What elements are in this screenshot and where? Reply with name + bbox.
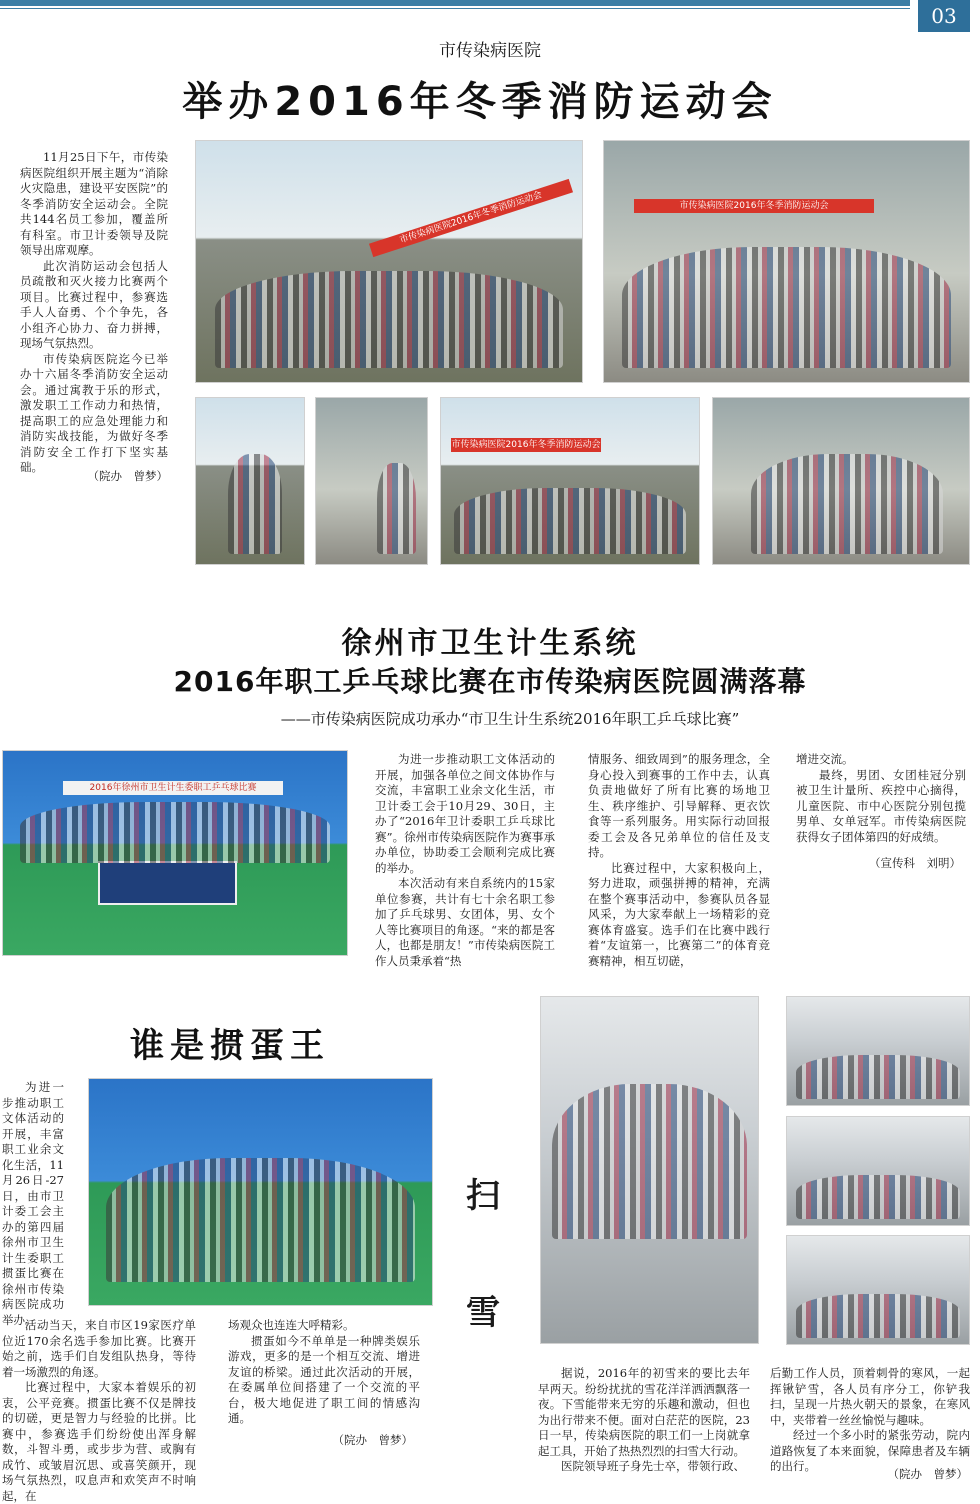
photo-snow-sweep-3 <box>786 1235 970 1345</box>
article1-kicker: 市传染病医院 <box>439 41 541 61</box>
crowd-shape <box>622 247 951 368</box>
article3-paragraph: 比赛过程中，大家本着娱乐的初衷，公平竞赛。掼蛋比赛不仅是牌技的切磋，更是智力与经验的比拼。比赛中，参赛选手们纷纷使出浑身解数，斗智斗勇，或步步为营、或胸有成竹、或皱眉沉思、或喜笑颜开，现场气氛热烈，叹息声和欢笑声不时响起，在 <box>2 1380 196 1503</box>
article2-column3 <box>796 752 966 845</box>
article4-headline-char1: 扫 <box>466 1176 500 1216</box>
photo-extinguisher-runner <box>195 397 305 565</box>
article1-headline: 举办2016年冬季消防运动会 <box>182 79 778 125</box>
article4-byline: （院办 曾梦） <box>887 1467 968 1481</box>
article2-headline-line2: 2016年职工乒乓球比赛在市传染病医院圆满落幕 <box>173 665 807 698</box>
event-banner: 市传染病医院2016年冬季消防运动会 <box>451 440 601 450</box>
article2-byline: （宣传科 刘明） <box>869 856 961 870</box>
photo-snow-shoveling <box>540 996 759 1344</box>
photo-relay-race <box>440 397 700 565</box>
crowd-shape <box>215 271 562 367</box>
photo-evacuation-run <box>603 140 970 383</box>
photo-table-tennis-match <box>2 750 348 956</box>
article3-headline: 谁是掼蛋王 <box>130 1026 330 1066</box>
article4-paragraph: 医院领导班子身先士卒，带领行政、 <box>561 1459 745 1473</box>
ping-pong-table <box>98 861 237 905</box>
event-banner: 市传染病医院2016年冬季消防运动会 <box>634 199 874 213</box>
article3-narrow-column <box>2 1080 64 1328</box>
photo-snow-sweep-2 <box>786 1116 970 1226</box>
article4-column1 <box>538 1366 750 1475</box>
article2-column1 <box>375 752 555 969</box>
photo-fire-extinguish <box>315 397 428 565</box>
article2-headline-line1: 徐州市卫生计生系统 <box>341 626 639 661</box>
article3-column1 <box>2 1318 196 1504</box>
article1-paragraph: 此次消防运动会包括人员疏散和灭火接力比赛两个项目。比赛过程中，参赛选手人人奋勇、个个争先，各小组齐心协力、奋力拼搏，现场气氛热烈。 <box>20 258 168 350</box>
article3-column2 <box>228 1318 420 1427</box>
page-number: 03 <box>918 0 970 32</box>
runner-shape <box>751 454 943 554</box>
article3-paragraph: 掼蛋如今不单单是一种牌类娱乐游戏，更多的是一个相互交流、增进友谊的桥梁。通过此次活动的开展，在委属单位间搭建了一个交流的平台，极大地促进了职工间的情感沟通。 <box>228 1333 420 1425</box>
crowd-shape <box>454 488 686 554</box>
article4-paragraph: 后勤工作人员，顶着刺骨的寒风，一起挥锹铲雪，各人员有序分工，你铲我扫，呈现一片热火朝天的景象，在寒风中，夹带着一丝丝愉悦与趣味。 <box>770 1366 970 1427</box>
nurse-shape <box>377 463 416 554</box>
top-rule <box>0 0 910 6</box>
runner-shape <box>228 454 282 554</box>
article1-paragraph: 市传染病医院迄今已举办十六届冬季消防安全运动会。通过寓教于乐的形式，激发职工工作动力和热情，提高职工的应急处理能力和消防实战技能，为做好冬季消防安全工作打下坚实基础。 <box>20 351 168 474</box>
workers-shape <box>796 1175 960 1218</box>
workers-shape <box>796 1294 960 1337</box>
article2-subtitle: ——市传染病医院成功承办“市卫生计生系统2016年职工乒乓球比赛” <box>280 710 740 728</box>
article2-paragraph: 最终，男团、女团桂冠分别被卫生计量所、疾控中心摘得，儿童医院、市中心医院分别包揽男单、女单冠军。市传染病医院获得女子团体第四的好成绩。 <box>796 767 966 844</box>
photo-snow-sweep-1 <box>786 996 970 1106</box>
article2-paragraph: 增进交流。 <box>796 752 854 766</box>
article3-paragraph: 活动当天，来自市区19家医疗单位近170余名选手参加比赛。比赛开始之前，选手们自发组队热身，等待着一场激烈的角逐。 <box>2 1318 196 1379</box>
article4-headline-char2: 雪 <box>466 1293 500 1333</box>
photo-card-game-hall <box>88 1078 433 1306</box>
photo-nurse-running <box>712 397 970 565</box>
article4-paragraph: 据说，2016年的初雪来的要比去年早两天。纷纷扰扰的雪花洋洋洒洒飘落一夜。下雪能带来无穷的乐趣和激动，但也为出行带来不便。面对白茫茫的医院，23日一早，传染病医院的职工们一上岗就拿起工具，开始了热热烈烈的扫雪大行动。 <box>538 1366 750 1458</box>
article4-paragraph: 经过一个多小时的紧张劳动，院内道路恢复了本来面貌，保障患者及车辆的出行。 <box>770 1428 970 1473</box>
article2-column2 <box>588 752 770 969</box>
article2-paragraph: 本次活动有来自系统内的15家单位参赛，共计有七十余名职工参加了乒乓球男、女团体，男、女个人等比赛项目的角逐。“来的都是客人，也都是朋友！”市传染病医院工作人员秉承着“热 <box>375 876 555 968</box>
article3-byline: （院办 曾梦） <box>332 1433 413 1447</box>
event-banner: 市传染病医院2016年冬季消防运动会 <box>369 179 573 257</box>
article2-paragraph: 情服务、细致周到”的服务理念，全身心投入到赛事的工作中去，认真负责地做好了所有比赛的场地卫生、秩序维护、引导解释、更衣饮食等一系列服务。用实际行动回报委工会及各兄弟单位的信任及支持。 <box>588 752 770 859</box>
article2-paragraph: 比赛过程中，大家积极向上，努力进取，顽强拼搏的精神，充满在整个赛事活动中，参赛队员各显风采，为大家奉献上一场精彩的竞赛体育盛宴。选手们在比赛中践行着“友谊第一，比赛第二”的体育竞赛精神，相互切磋， <box>588 860 770 968</box>
article1-body <box>20 150 168 476</box>
article4-column2 <box>770 1366 970 1475</box>
players-shape <box>106 1158 415 1282</box>
workers-shape <box>796 1055 960 1098</box>
top-rule-thin <box>0 8 910 9</box>
article3-paragraph: 为进一步推动职工文体活动的开展，丰富职工业余文化生活，11月26日-27日，由市卫计委工会主办的第四届徐州市卫生计生委职工掼蛋比赛在徐州市传染病医院成功举办。 <box>2 1080 64 1327</box>
article1-byline: （院办 曾梦） <box>87 469 168 483</box>
article1-paragraph: 11月25日下午，市传染病医院组织开展主题为“消除火灾隐患，建设平安医院”的冬季消防安全运动会。全院共144名员工参加，覆盖所有科室。市卫计委领导及院领导出席观摩。 <box>20 150 168 257</box>
workers-shape <box>552 1084 747 1240</box>
photo-fire-drill-crowd <box>195 140 583 383</box>
article2-paragraph: 为进一步推动职工文体活动的开展，加强各单位之间文体协作与交流，丰富职工业余文化生活，市卫计委工会于10月29、30日，主办了“2016年卫计委职工乒乓球比赛”。徐州市传染病医院作为赛事承办单位，协助委工会顺利完成比赛的举办。 <box>375 752 555 875</box>
spectators-shape <box>20 802 330 863</box>
article3-paragraph: 场观众也连连大呼精彩。 <box>228 1318 355 1332</box>
match-banner: 2016年徐州市卫生计生委职工乒乓球比赛 <box>63 781 283 795</box>
